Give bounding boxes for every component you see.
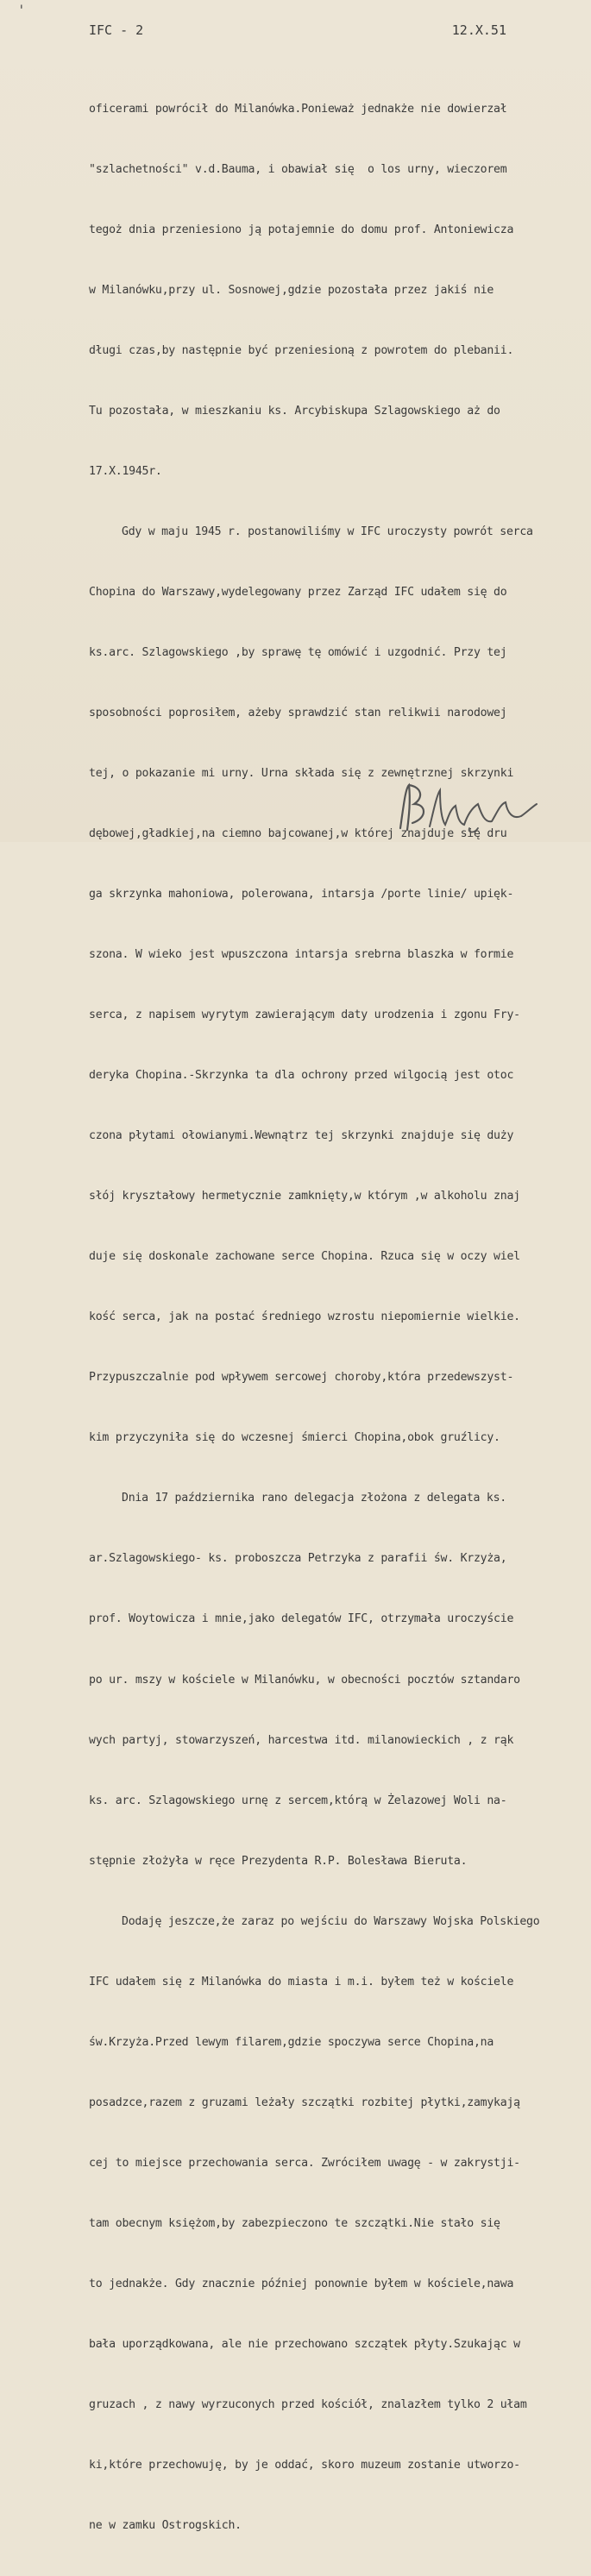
text-line: czona płytami ołowianymi.Wewnątrz tej skrzynki znajduje się duży (89, 1129, 514, 1143)
text-line: 17.X.1945r. (89, 464, 162, 478)
page-header (89, 22, 506, 38)
text-line: tegoż dnia przeniesiono ją potajemnie do domu prof. Antoniewicza (89, 223, 514, 236)
text-line: Dodaję jeszcze,że zaraz po wejściu do Warszawy Wojska Polskiego (122, 1914, 540, 1928)
document-body (89, 59, 572, 2576)
corner-mark: ' (17, 2, 26, 18)
text-line: prof. Woytowicza i mnie,jako delegatów IFC, otrzymała uroczyście (89, 1612, 514, 1626)
text-line: szona. W wieko jest wpuszczona intarsja srebrna blaszka w formie (89, 948, 514, 962)
header-reference: IFC - 2 (89, 22, 144, 38)
text-line: posadzce,razem z gruzami leżały szczątki rozbitej płytki,zamykają (89, 2095, 520, 2109)
text-line: wych partyj, stowarzyszeń, harcestwa itd. milanowieckich , z rąk (89, 1733, 514, 1747)
text-line: deryka Chopina.-Skrzynka ta dla ochrony przed wilgocią jest otoc (89, 1069, 514, 1083)
text-line: ks.arc. Szlagowskiego ,by sprawę tę omówić i uzgodnić. Przy tej (89, 645, 507, 659)
text-line: cej to miejsce przechowania serca. Zwróciłem uwagę - w zakrystji- (89, 2156, 520, 2170)
text-line: stępnie złożyła w ręce Prezydenta R.P. Bolesława Bieruta. (89, 1854, 468, 1868)
text-line: gruzach , z nawy wyrzuconych przed kościół, znalazłem tylko 2 ułam (89, 2397, 527, 2411)
text-line: duje się doskonale zachowane serce Chopina. Rzuca się w oczy wiel (89, 1250, 520, 1264)
text-line: po ur. mszy w kościele w Milanówku, w obecności pocztów sztandaro (89, 1673, 520, 1687)
text-line: oficerami powrócił do Milanówka.Ponieważ jednakże nie dowierzał (89, 102, 507, 116)
text-line: sposobności poprosiłem, ażeby sprawdzić stan relikwii narodowej (89, 707, 507, 719)
text-line: IFC udałem się z Milanówka do miasta i m.i. byłem też w kościele (89, 1975, 514, 1989)
text-line: ne w zamku Ostrogskich. (89, 2518, 242, 2532)
text-line: dębowej,gładkiej,na ciemno bajcowanej,w której znajduje się dru (89, 827, 507, 841)
text-line: ga skrzynka mahoniowa, polerowana, intarsja /porte linie/ upięk- (89, 888, 514, 902)
text-line: kość serca, jak na postać średniego wzrostu niepomiernie wielkie. (89, 1310, 520, 1324)
text-line: kim przyczyniła się do wczesnej śmierci Chopina,obok gruźlicy. (89, 1431, 500, 1445)
text-line: bała uporządkowana, ale nie przechowano szczątek płyty.Szukając w (89, 2337, 520, 2351)
text-line: ar.Szlagowskiego- ks. proboszcza Petrzyka z parafii św. Krzyża, (89, 1552, 507, 1566)
text-line: św.Krzyża.Przed lewym filarem,gdzie spoczywa serce Chopina,na (89, 2035, 494, 2049)
text-line: serca, z napisem wyrytym zawierającym daty urodzenia i zgonu Fry- (89, 1008, 520, 1022)
text-line: słój kryształowy hermetycznie zamknięty,w którym ,w alkoholu znaj (89, 1190, 520, 1203)
text-line: to jednakże. Gdy znacznie później ponownie byłem w kościele,nawa (89, 2277, 514, 2290)
text-line: "szlachetności" v.d.Bauma, i obawiał się o los urny, wieczorem (89, 162, 507, 176)
text-line: Dnia 17 października rano delegacja złożona z delegata ks. (122, 1492, 506, 1505)
text-line: ki,które przechowuję, by je oddać, skoro muzeum zostanie utworzo- (89, 2458, 520, 2472)
text-line: tej, o pokazanie mi urny. Urna składa się z zewnętrznej skrzynki (89, 767, 514, 781)
text-line: Chopina do Warszawy,wydelegowany przez Zarząd IFC udałem się do (89, 585, 507, 599)
text-line: w Milanówku,przy ul. Sosnowej,gdzie pozostała przez jakiś nie (89, 283, 494, 297)
text-line: ks. arc. Szlagowskiego urnę z sercem,którą w Żelazowej Woli na- (89, 1794, 507, 1807)
text-line: Tu pozostała, w mieszkaniu ks. Arcybiskupa Szlagowskiego aż do (89, 404, 500, 418)
text-line: Przypuszczalnie pod wpływem sercowej choroby,która przedewszyst- (89, 1371, 514, 1385)
text-line: Gdy w maju 1945 r. postanowiliśmy w IFC uroczysty powrót serca (122, 525, 533, 538)
text-line: długi czas,by następnie być przeniesioną z powrotem do plebanii. (89, 343, 514, 357)
header-date: 12.X.51 (451, 22, 506, 38)
handwritten-signature (395, 778, 542, 837)
text-line: tam obecnym księżom,by zabezpieczono te szczątki.Nie stało się (89, 2216, 500, 2230)
